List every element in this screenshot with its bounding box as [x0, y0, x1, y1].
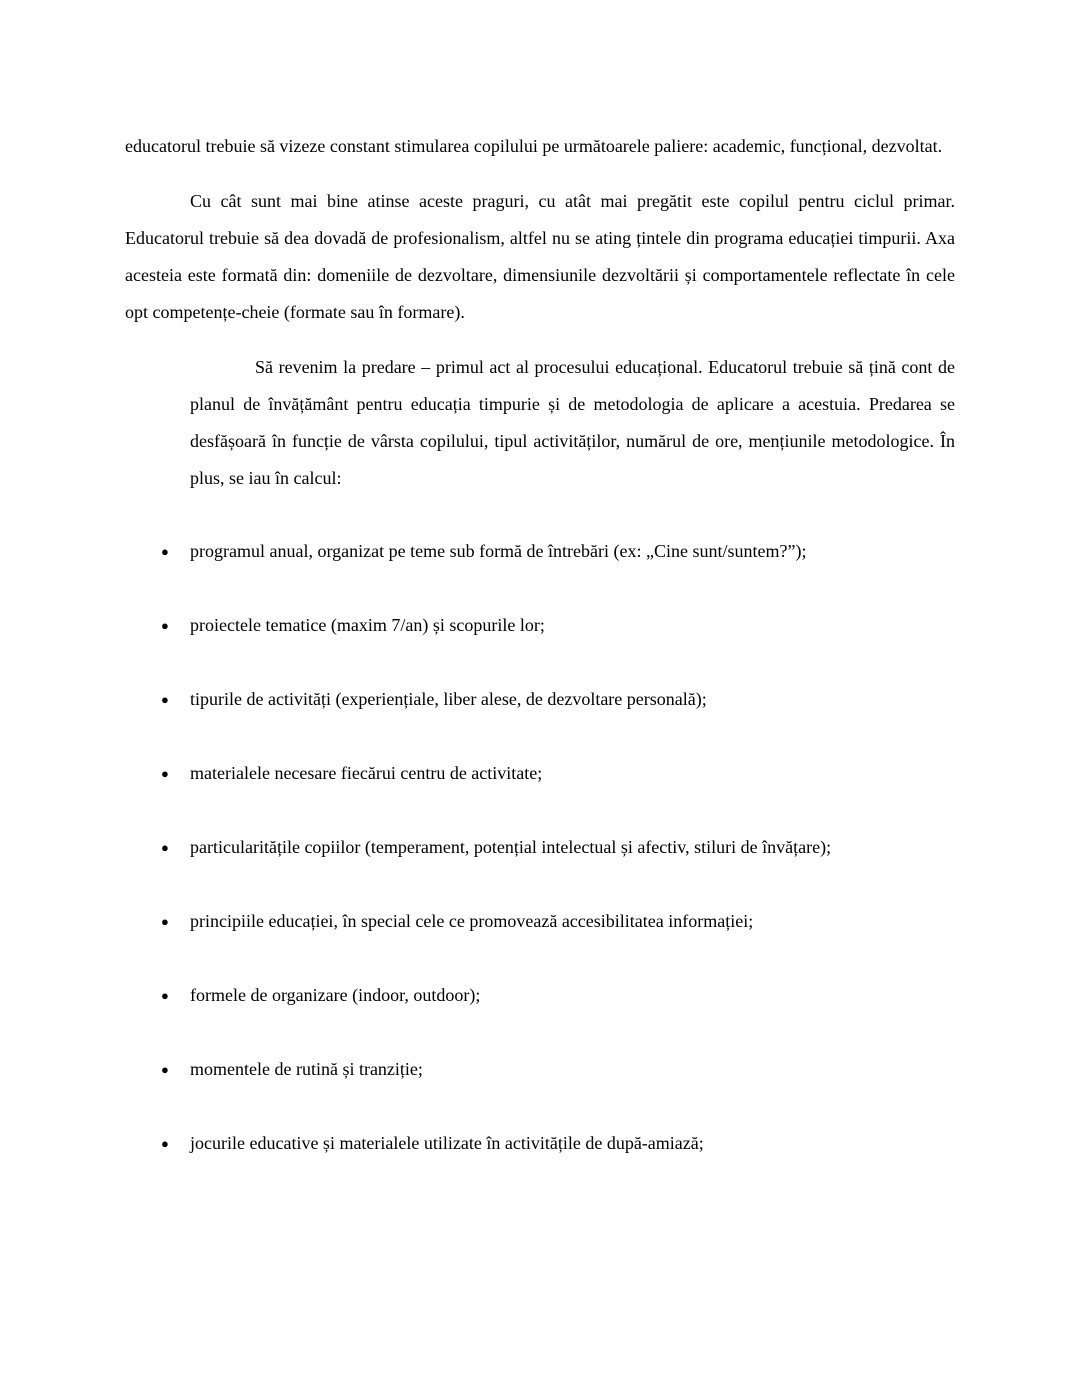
bullet-icon: ● — [161, 840, 169, 855]
list-item-text: programul anual, organizat pe teme sub formă de întrebări (ex: „Cine sunt/suntem?”); — [190, 541, 807, 561]
list-item — [125, 755, 955, 792]
bullet-icon: ● — [161, 914, 169, 929]
paragraph-praguri: Cu cât sunt mai bine atinse aceste praguri, cu atât mai pregătit este copilul pentru ciclul primar. Educatorul trebuie să dea dovadă de profesionalism, altfel nu se ating țintele din programa educației timpurii. Axa acesteia este formată din: domeniile de dezvoltare, dimensiunile dezvoltării și comportamentele reflectate în cele opt competențe-cheie (formate sau în formare). — [125, 191, 955, 322]
list-item — [125, 829, 955, 866]
list-item — [125, 977, 955, 1014]
list-item-text: particularitățile copiilor (temperament, potențial intelectual și afectiv, stiluri de învățare); — [190, 837, 832, 857]
list-item-text: tipurile de activități (experiențiale, liber alese, de dezvoltare personală); — [190, 689, 707, 709]
list-item-text: formele de organizare (indoor, outdoor); — [190, 985, 481, 1005]
list-item — [125, 903, 955, 940]
bullet-icon: ● — [161, 1136, 169, 1151]
list-item — [125, 681, 955, 718]
bullet-icon: ● — [161, 1062, 169, 1077]
list-item-text: principiile educației, în special cele ce promovează accesibilitatea informației; — [190, 911, 754, 931]
bullet-icon: ● — [161, 988, 169, 1003]
list-item — [125, 1125, 955, 1162]
list-item — [125, 533, 955, 570]
list-item-text: materialele necesare fiecărui centru de activitate; — [190, 763, 543, 783]
bullet-icon: ● — [161, 692, 169, 707]
list-item — [125, 607, 955, 644]
bullet-icon: ● — [161, 544, 169, 559]
list-item-text: momentele de rutină și tranziție; — [190, 1059, 423, 1079]
paragraph-intro: educatorul trebuie să vizeze constant stimularea copilului pe următoarele paliere: academic, funcțional, dezvoltat. — [125, 136, 943, 156]
bullet-icon: ● — [161, 618, 169, 633]
bullet-icon: ● — [161, 766, 169, 781]
bullet-list — [125, 533, 955, 1162]
list-item-text: proiectele tematice (maxim 7/an) și scopurile lor; — [190, 615, 545, 635]
paragraph-predare: Să revenim la predare – primul act al procesului educațional. Educatorul trebuie să țină cont de planul de învățământ pentru educația timpurie și de metodologia de aplicare a acestuia. Predarea se desfășoară în funcție de vârsta copilului, tipul activităților, numărul de ore, mențiunile metodologice. În plus, se iau în calcul: — [190, 357, 955, 488]
list-item-text: jocurile educative și materialele utilizate în activitățile de după-amiază; — [190, 1133, 704, 1153]
list-item — [125, 1051, 955, 1088]
